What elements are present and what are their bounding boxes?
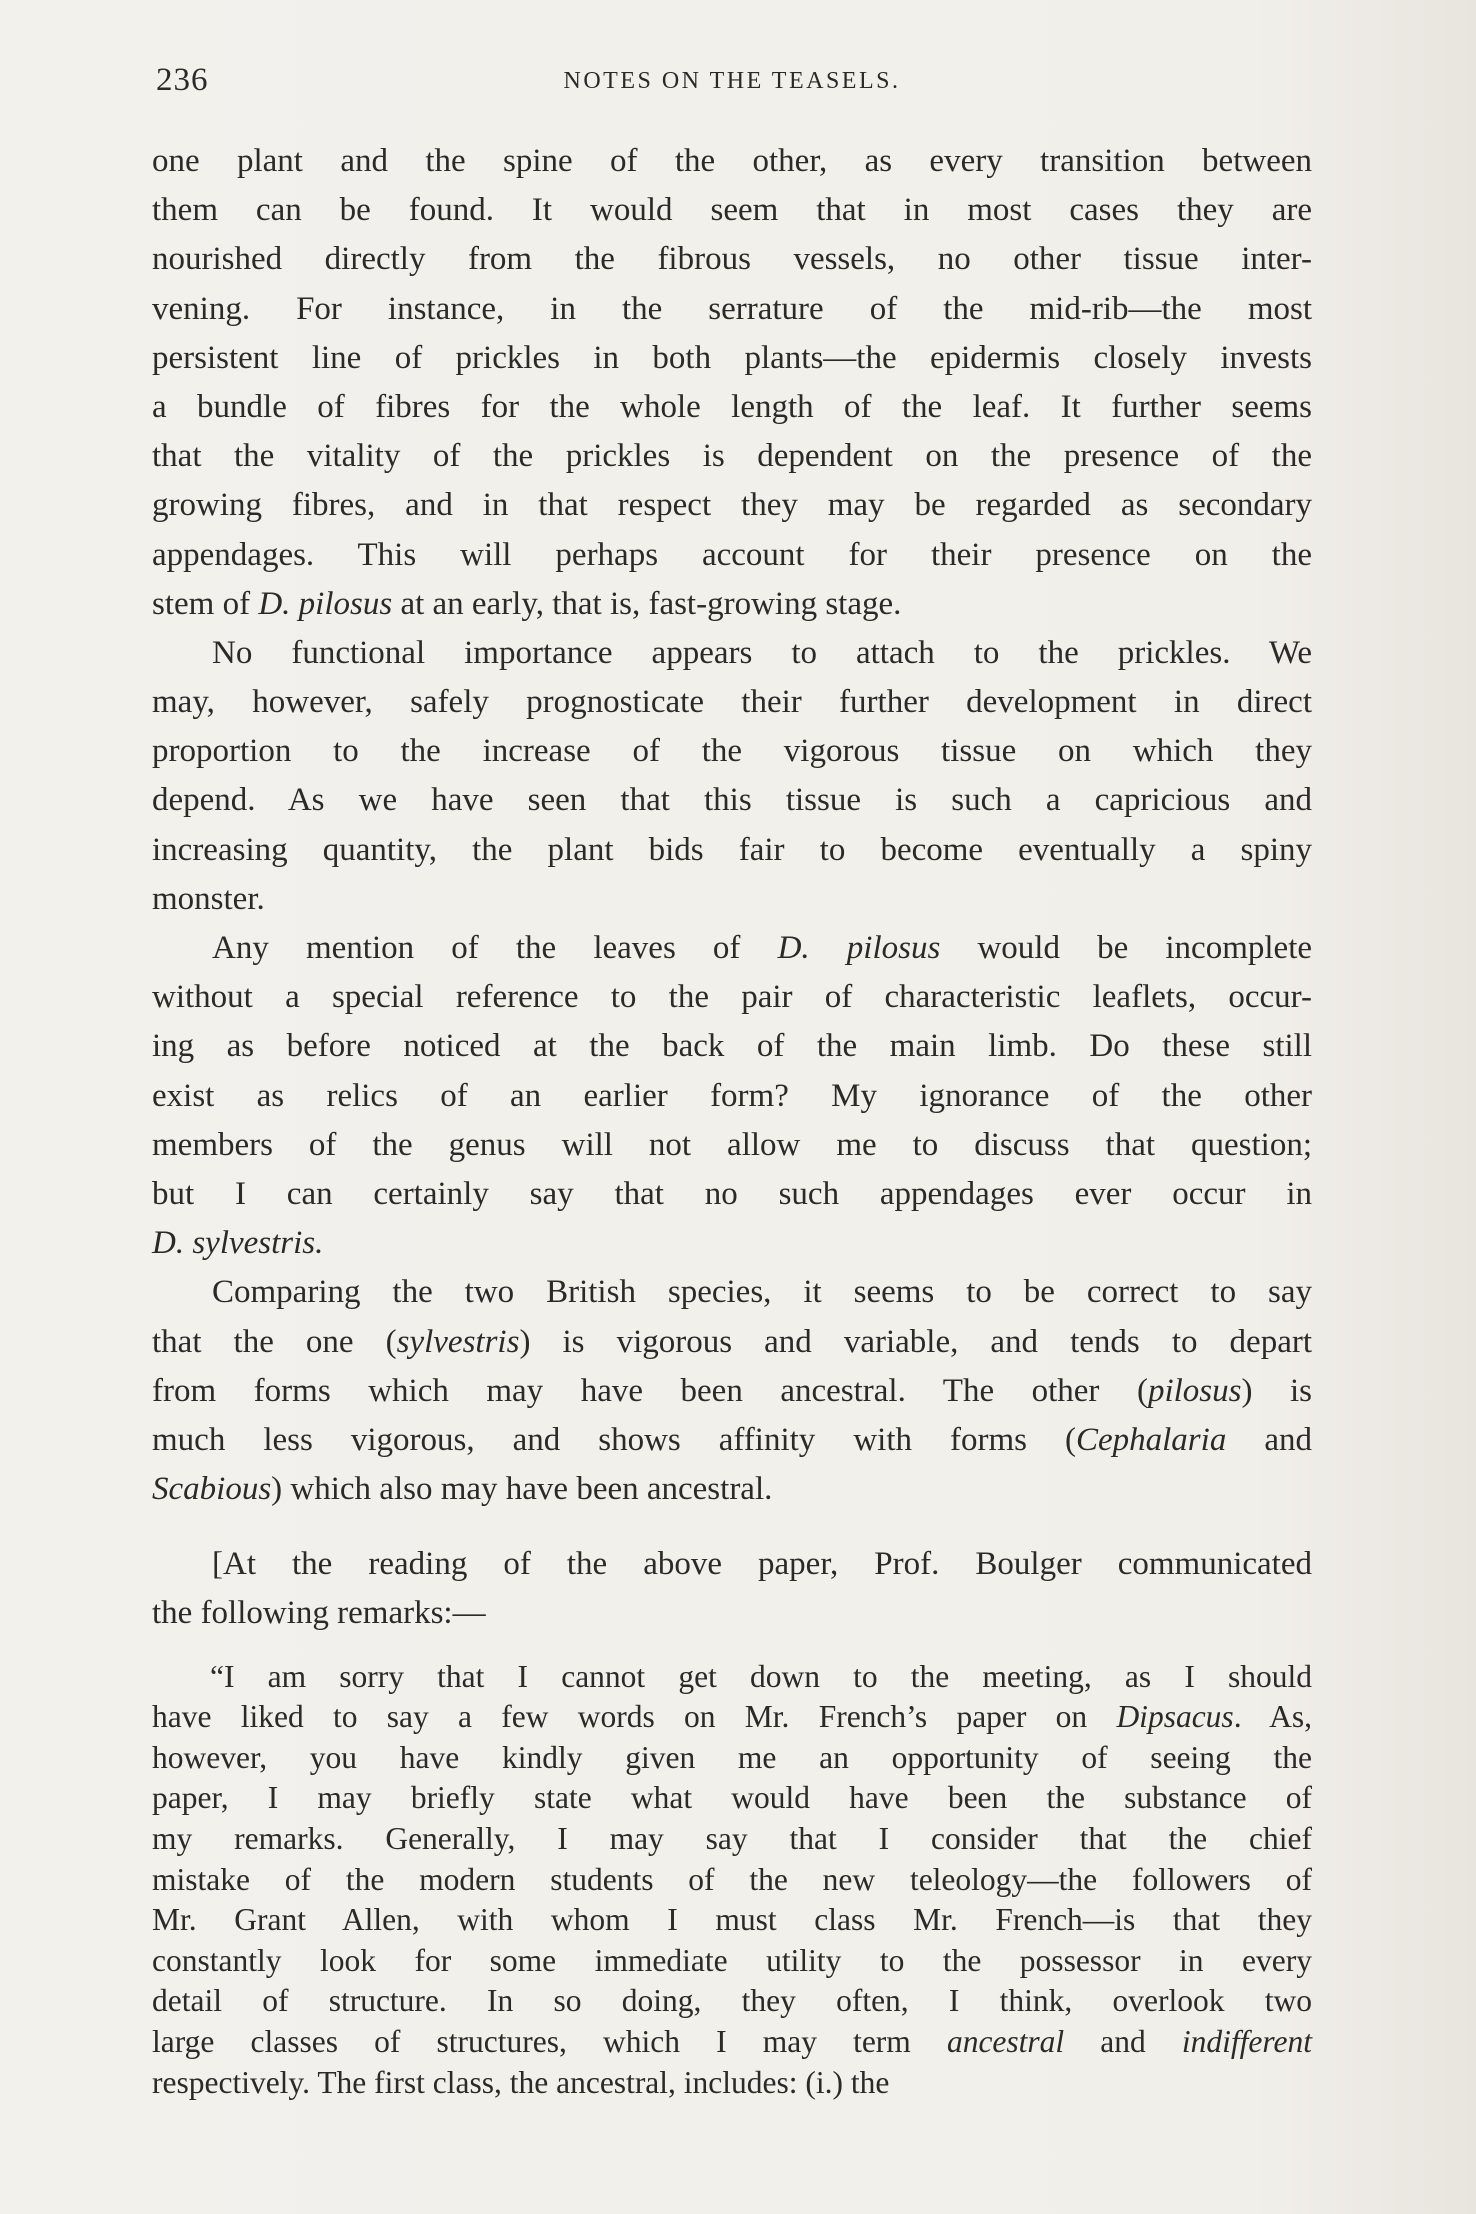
text-run: much less vigorous, and shows affinity with forms ( [152,1421,1076,1458]
running-head: NOTES ON THE TEASELS. [563,68,901,94]
text-run: ) which also may have been ancestral. [271,1471,773,1508]
text-run: them can be found. It would seem that in most cases they are [152,192,1312,229]
paragraph [152,137,1312,629]
text-line [152,924,1312,973]
text-line [152,1219,1312,1268]
text-line [152,1121,1312,1170]
text-run: Any mention of the leaves of [212,930,778,966]
text-line [152,727,1312,776]
text-line [152,1738,1312,1779]
italic-text: Cephalaria [1075,1421,1227,1458]
italic-text: D. sylvestris. [152,1225,324,1262]
text-run: a bundle of fibres for the whole length of the leaf. It further seems [152,388,1312,425]
italic-text: indifferent [1181,2023,1312,2059]
text-line [152,1941,1312,1982]
text-line [152,776,1312,825]
text-line [152,2022,1312,2063]
body-text [152,137,1312,2103]
text-line [152,531,1312,580]
text-line [152,1170,1312,1219]
text-run: appendages. This will perhaps account for their presence on the [152,536,1312,573]
text-line [152,1416,1312,1465]
text-line [152,1268,1312,1317]
text-run: that the vitality of the prickles is dependent on the presence of the [152,438,1312,475]
paragraph [152,629,1312,924]
text-run: . As, [1233,1699,1312,1735]
text-line [152,481,1312,530]
text-run: would be incomplete [940,930,1313,966]
text-run: large classes of structures, which I may term [152,2023,947,2059]
text-run: growing fibres, and in that respect they may be regarded as secondary [152,487,1312,524]
text-run: “I am sorry that I cannot get down to the meeting, as I should [210,1658,1312,1694]
text-run: that the one ( [152,1323,397,1360]
text-line [152,334,1312,383]
text-line [152,1318,1312,1367]
text-line [152,383,1312,432]
text-line [152,826,1312,875]
text-line [152,1367,1312,1416]
text-run: the following remarks:— [152,1595,486,1632]
text-line [152,2063,1312,2104]
text-line [152,580,1312,629]
text-line [152,432,1312,481]
italic-text: ancestral [946,2023,1065,2059]
text-line [152,629,1312,678]
text-run: constantly look for some immediate utility to the possessor in every [152,1942,1312,1978]
text-line [152,1589,1312,1638]
text-run: persistent line of prickles in both plants—the epidermis closely invests [152,339,1312,376]
italic-text: pilosus [1147,1372,1242,1409]
text-run: mistake of the modern students of the new teleology—the followers of [152,1861,1312,1897]
text-line [152,1022,1312,1071]
text-run: monster. [152,880,265,917]
text-line [152,1465,1312,1514]
text-run: Comparing the two British species, it seems to be correct to say [212,1274,1312,1311]
italic-text: sylvestris [396,1323,520,1360]
text-line [152,1860,1312,1901]
text-run: and [1064,2023,1182,2059]
text-run: at an early, that is, fast-growing stage. [392,585,902,622]
text-line [152,678,1312,727]
text-run: paper, I may briefly state what would have been the substance of [152,1780,1312,1816]
text-run: detail of structure. In so doing, they often, I think, overlook two [152,1983,1312,2019]
text-run: however, you have kindly given me an opportunity of seeing the [152,1739,1312,1775]
text-run: increasing quantity, the plant bids fair to become eventually a spiny [152,831,1312,868]
text-run: No functional importance appears to attach to the prickles. We [212,634,1312,671]
text-line [152,1900,1312,1941]
text-run: stem of [152,585,259,622]
text-run: ) is vigorous and variable, and tends to depart [519,1323,1313,1360]
italic-text: Dipsacus [1116,1699,1234,1735]
text-run: my remarks. Generally, I may say that I consider that the chief [152,1821,1312,1856]
quoted-letter [152,1657,1312,2104]
text-line [152,1981,1312,2022]
page-header [152,58,1312,108]
text-run: and [1226,1421,1312,1458]
text-run: ) is [1241,1372,1312,1409]
text-run: members of the genus will not allow me to discuss that question; [152,1126,1312,1163]
text-line [152,1778,1312,1819]
text-line [152,1540,1312,1589]
text-run: nourished directly from the fibrous vessels, no other tissue inter- [152,241,1312,278]
text-line [152,235,1312,284]
page-number: 236 [156,62,209,98]
text-run: Mr. Grant Allen, with whom I must class Mr. French—is that they [152,1902,1312,1938]
text-line [152,973,1312,1022]
text-line [152,1819,1312,1860]
paragraph [152,1268,1312,1514]
text-run: ing as before noticed at the back of the main limb. Do these still [152,1028,1312,1065]
text-run: have liked to say a few words on Mr. French’s paper on [152,1699,1117,1735]
text-line [152,1657,1312,1698]
text-run: [At the reading of the above paper, Prof. Boulger communicated [212,1546,1312,1583]
paragraph [152,924,1312,1268]
text-run: without a special reference to the pair of characteristic leaflets, occur- [152,979,1312,1016]
italic-text: D. pilosus [258,585,393,622]
text-line [152,875,1312,924]
italic-text: D. pilosus [777,930,941,966]
paragraph [152,1540,1312,1638]
text-run: respectively. The first class, the ancestral, includes: (i.) the [152,2064,890,2100]
italic-text: Scabious [152,1471,272,1508]
text-line [152,186,1312,235]
text-run: but I can certainly say that no such appendages ever occur in [152,1175,1312,1212]
text-run: vening. For instance, in the serrature of the mid-rib—the most [152,290,1312,327]
text-run: one plant and the spine of the other, as every transition between [152,143,1312,179]
text-run: may, however, safely prognosticate their further development in direct [152,684,1312,721]
text-run: depend. As we have seen that this tissue is such a capricious and [152,782,1312,819]
paragraphs [152,137,1312,1639]
text-line [152,285,1312,334]
text-line [152,137,1312,186]
text-line [152,1072,1312,1121]
text-line [152,1697,1312,1738]
text-run: from forms which may have been ancestral. The other ( [152,1372,1148,1409]
text-run: proportion to the increase of the vigorous tissue on which they [152,733,1312,770]
text-run: exist as relics of an earlier form? My ignorance of the other [152,1077,1312,1114]
